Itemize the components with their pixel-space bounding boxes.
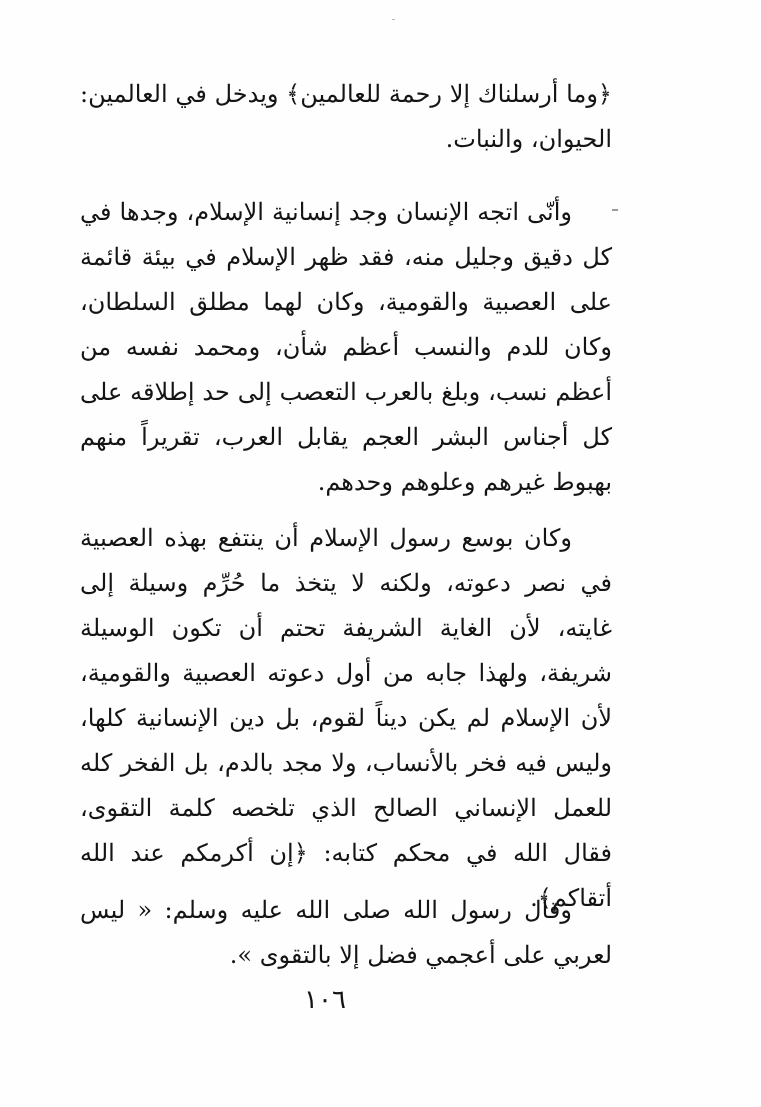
margin-mark xyxy=(612,209,618,211)
scan-speck xyxy=(392,19,395,20)
paragraph-hadith: وقال رسول الله صلى الله عليه وسلم: « ليس لعربي على أعجمي فضل إلا بالتقوى ». xyxy=(80,896,612,969)
page-number: ١٠٦ xyxy=(304,985,346,1015)
paragraph-rejecting-tribalism: وكان بوسع رسول الإسلام أن ينتفع بهذه العصبية في نصر دعوته، ولكنه لا يتخذ ما حُرِّم وسيلة إلى غايته، لأن الغاية الشريفة تحتم أن تكون الوسيلة شريفة، ولهذا جابه من أول دعوته العصبية والقومية، لأن الإسلام لم يكن ديناً لقوم، بل دين الإنسانية كلها، وليس فيه فخر بالأنساب، ولا مجد بالدم، بل الفخر كله للعمل الإنساني الصالح الذي تلخصه كلمة التقوى، فقال الله في محكم كتابه: ﴿إن أكرمكم عند الله أتقاكم﴾. xyxy=(80,524,612,912)
paragraph-quran-verse-continuation: ﴿وما أرسلناك إلا رحمة للعالمين﴾ ويدخل في العالمين: الحيوان، والنبات. xyxy=(80,80,612,153)
paragraph-humanity-of-islam: وأنّى اتجه الإنسان وجد إنسانية الإسلام، وجدها في كل دقيق وجليل منه، فقد ظهر الإسلام في بيئة قائمة على العصبية والقومية، وكان لهما مطلق السلطان، وكان للدم والنسب أعظم شأن، ومحمد نفسه من أعظم نسب، وبلغ بالعرب التعصب إلى حد إطلاقه على كل أجناس البشر العجم يقابل العرب، تقريراً منهم بهبوط غيرهم وعلوهم وحدهم. xyxy=(80,198,612,496)
